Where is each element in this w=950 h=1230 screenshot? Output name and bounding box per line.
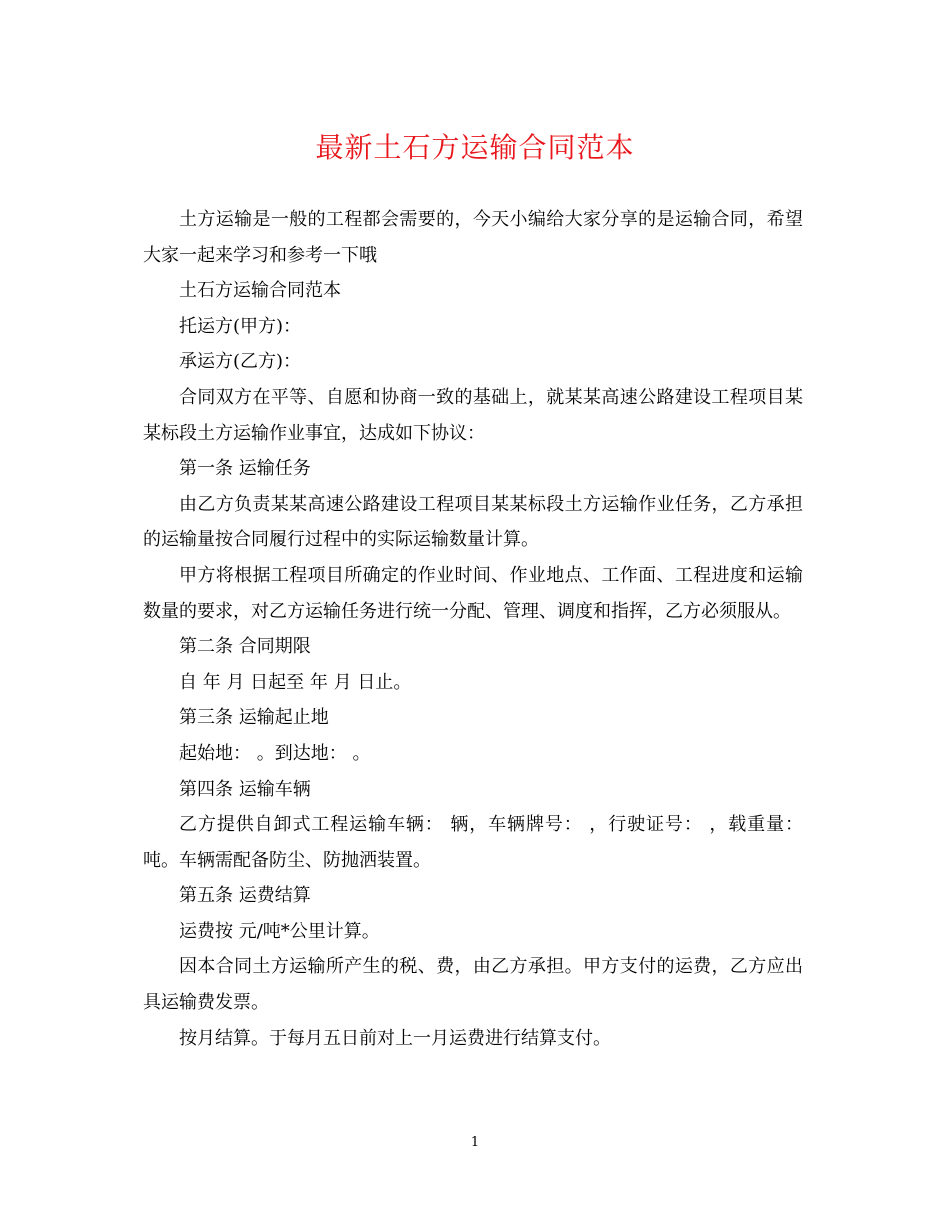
- article-3-heading: 第三条 运输起止地: [179, 707, 329, 729]
- article-5-paragraph-3: 按月结算。于每月五日前对上一月运费进行结算支付。: [179, 1027, 611, 1049]
- article-5-paragraph-2: 因本合同土方运输所产生的税、费，由乙方承担。甲方支付的运费，乙方应出具运输费发票。: [143, 956, 803, 1014]
- article-5-paragraph-1: 运费按 元/吨*公里计算。: [179, 920, 380, 942]
- article-1-heading: 第一条 运输任务: [179, 458, 311, 480]
- article-2-heading: 第二条 合同期限: [179, 636, 311, 658]
- document-body: [143, 202, 803, 1056]
- page-number: 1: [470, 1135, 480, 1150]
- article-4-heading: 第四条 运输车辆: [179, 778, 311, 800]
- paragraph-party-a: 托运方(甲方)：: [179, 315, 302, 337]
- document-title: 最新土石方运输合同范本: [315, 131, 635, 164]
- article-3-paragraph: 起始地： 。到达地： 。: [179, 742, 371, 764]
- article-1-paragraph-2: 甲方将根据工程项目所确定的作业时间、作业地点、工作面、工程进度和运输数量的要求，对乙方运输任务进行统一分配、管理、调度和指挥，乙方必须服从。: [143, 564, 803, 622]
- article-4-paragraph: 乙方提供自卸式工程运输车辆： 辆，车辆牌号： ，行驶证号： ，载重量： 吨。车辆需配备防尘、防抛洒装置。: [143, 814, 803, 871]
- article-5-heading: 第五条 运费结算: [179, 885, 311, 907]
- paragraph-subtitle: 土石方运输合同范本: [179, 280, 341, 302]
- paragraph-party-b: 承运方(乙方)：: [179, 351, 302, 373]
- paragraph-agreement: 合同双方在平等、自愿和协商一致的基础上，就某某高速公路建设工程项目某某标段土方运输作业事宜，达成如下协议：: [143, 386, 803, 444]
- article-1-paragraph-1: 由乙方负责某某高速公路建设工程项目某某标段土方运输作业任务，乙方承担的运输量按合同履行过程中的实际运输数量计算。: [143, 493, 803, 551]
- article-2-paragraph: 自 年 月 日起至 年 月 日止。: [179, 671, 412, 693]
- paragraph-intro: 土方运输是一般的工程都会需要的，今天小编给大家分享的是运输合同，希望大家一起来学习和参考一下哦: [143, 209, 803, 266]
